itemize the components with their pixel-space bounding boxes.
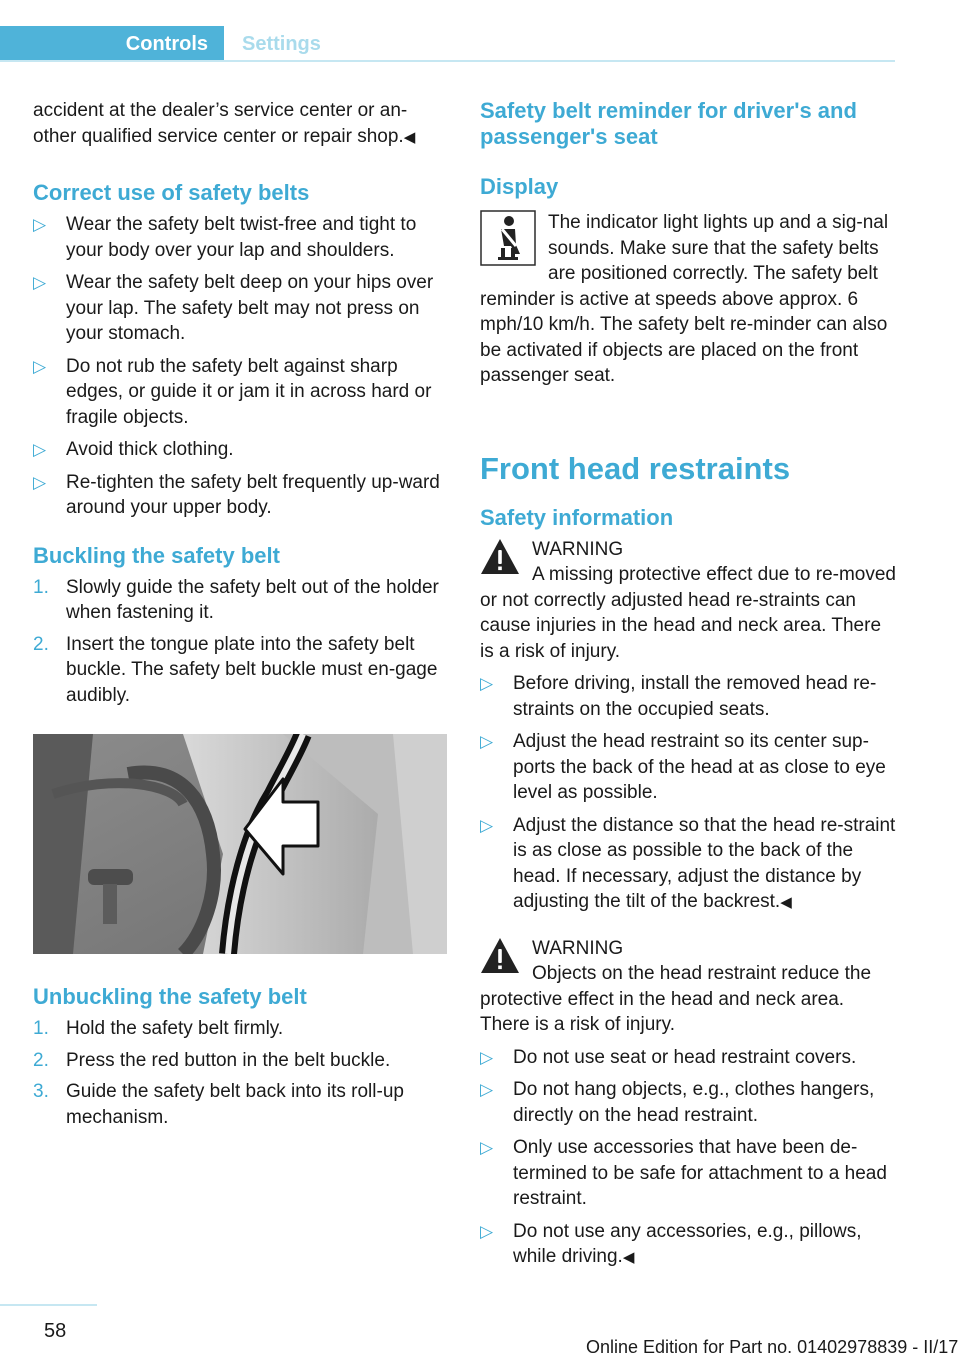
warning-block-1 [480,537,896,665]
warning-label: WARNING [532,937,624,959]
list-item [480,671,896,722]
step-item [33,1016,447,1042]
step-text: Hold the safety belt firmly. [66,1018,284,1039]
list-item-text: Only use accessories that have been de‐termined to be safe for attachment to a head restraint. [513,1137,887,1209]
triangle-bullet-icon: ▷ [480,1080,494,1099]
unbuckling-steps [33,1016,447,1130]
step-item [33,1079,447,1130]
triangle-bullet-icon: ▷ [33,273,47,292]
triangle-bullet-icon: ▷ [480,674,494,693]
left-column [33,98,447,1130]
end-mark: ◀ [622,1249,635,1266]
intro-sentence: accident at the dealer’s service center or an‐other qualified service center or repair shop. [33,100,408,147]
warning-text: Objects on the head restraint reduce the protective effect in the head and neck area. There is a risk of injury. [480,963,872,1035]
list-item [480,813,896,916]
step-number: 2. [33,633,49,655]
step-number: 1. [33,576,49,598]
intro-text [33,98,447,150]
triangle-bullet-icon: ▷ [480,1047,494,1067]
warning-triangle-icon [480,537,520,577]
list-item [480,729,896,806]
triangle-bullet-icon: ▷ [480,815,494,835]
warning-triangle-icon [480,936,520,976]
display-block [480,210,896,389]
buckling-heading: Buckling the safety belt [33,542,280,568]
warning1-list [480,671,896,916]
step-item [33,1048,447,1074]
step-item [33,632,447,709]
seat-belt-illustration [33,734,447,954]
triangle-bullet-icon: ▷ [480,1221,494,1241]
reminder-heading: Safety belt reminder for driver's and passenger's seat [480,98,857,149]
tab-controls[interactable]: Controls [0,26,224,62]
list-item-text: Wear the safety belt deep on your hips over your lap. The safety belt may not press on your stomach. [66,272,434,344]
list-item [33,354,447,431]
list-item-text: Do not use seat or head restraint covers. [513,1046,857,1068]
safety-information-heading: Safety information [480,504,674,530]
footer-rule [0,1304,97,1306]
end-mark: ◀ [403,128,416,146]
warning2-list [480,1045,896,1271]
end-mark: ◀ [780,894,792,911]
list-item-text: Wear the safety belt twist-free and tight to your body over your lap and shoulders. [66,214,417,261]
list-item [33,212,447,263]
list-item-text: Re-tighten the safety belt frequently up‐ward around your upper body. [66,471,440,518]
triangle-bullet-icon: ▷ [480,1138,494,1157]
list-item [480,1045,896,1071]
display-text: The indicator light lights up and a sig‐nal sounds. Make sure that the safety belts are positioned correctly. The safety belt reminder is active at speeds above approx. 6 mph/10 km/h. The safety belt re‐minder can also be activated if objects are placed on the front passenger seat. [480,212,889,386]
step-number: 1. [33,1018,49,1039]
unbuckling-heading: Unbuckling the safety belt [33,984,307,1009]
correct-use-heading: Correct use of safety belts [33,180,310,205]
warning-label: WARNING [532,538,624,560]
list-item [480,1077,896,1128]
warning-text: A missing protective effect due to re‐moved or not correctly adjusted head re‐straints can cause injuries in the head and neck area. There is a risk of injury. [480,564,896,662]
list-item [33,270,447,347]
car-seat-photo [33,734,447,954]
triangle-bullet-icon: ▷ [33,472,47,492]
display-heading: Display [480,174,559,199]
section-header [0,26,895,62]
right-column [480,98,896,1271]
list-item [33,470,447,521]
list-item-text: Adjust the distance so that the head re‐straint is as close as possible to the back of the head. If necessary, adjust the distance by adjusting the tilt of the backrest. [513,814,896,912]
head-restraints-heading: Front head restraints [480,450,791,486]
seatbelt-indicator-icon [480,210,536,266]
list-item [33,437,447,463]
buckling-steps [33,575,447,709]
list-item-text: Do not use any accessories, e.g., pillows, while driving. [513,1220,862,1267]
triangle-bullet-icon: ▷ [33,215,47,234]
list-item [480,1219,896,1271]
header-rule [0,60,895,62]
list-item [480,1135,896,1212]
list-item-text: Do not rub the safety belt against sharp edges, or guide it or jam it in across hard or fragile objects. [66,355,432,428]
step-number: 3. [33,1081,49,1102]
step-text: Guide the safety belt back into its roll-up mechanism. [66,1081,404,1128]
triangle-bullet-icon: ▷ [33,440,47,459]
step-text: Press the red button in the belt buckle. [66,1049,391,1071]
list-item-text: Adjust the head restraint so its center sup‐ports the back of the head at as close to eye level as possible. [513,731,886,803]
tab-settings[interactable]: Settings [242,32,321,55]
step-item [33,575,447,626]
edition-note: Online Edition for Part no. 01402978839 - II/17 [586,1337,959,1357]
triangle-bullet-icon: ▷ [480,732,494,751]
list-item-text: Before driving, install the removed head re‐straints on the occupied seats. [513,673,877,720]
page-number: 58 [44,1320,67,1342]
step-text: Insert the tongue plate into the safety belt buckle. The safety belt buckle must en‐gage audibly. [66,633,438,706]
correct-use-list [33,212,447,521]
list-item-text: Do not hang objects, e.g., clothes hangers, directly on the head restraint. [513,1079,875,1126]
list-item-text: Avoid thick clothing. [66,439,234,460]
step-number: 2. [33,1049,49,1071]
warning-block-2 [480,936,896,1038]
triangle-bullet-icon: ▷ [33,356,47,376]
step-text: Slowly guide the safety belt out of the holder when fastening it. [66,576,439,623]
